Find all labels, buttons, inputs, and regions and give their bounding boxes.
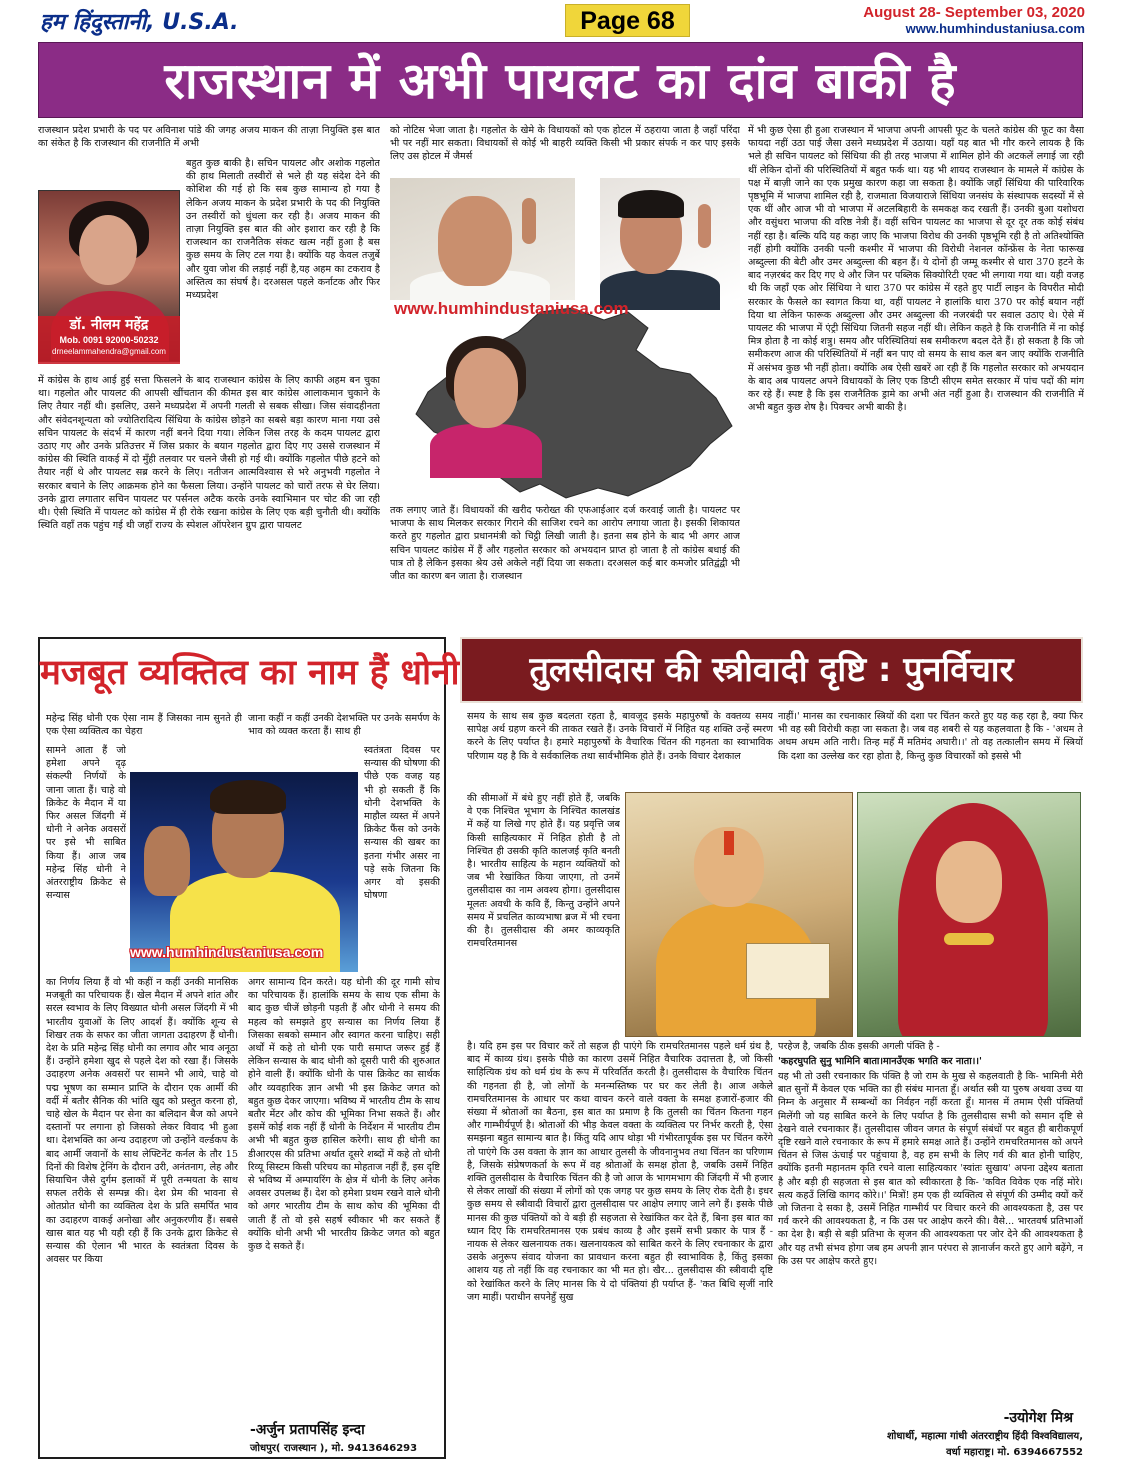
masthead	[0, 0, 1135, 40]
website-link[interactable]: www.humhindustaniusa.com	[905, 21, 1085, 36]
painting-head	[936, 841, 1002, 923]
tulsidas-author-place: वर्धा महाराष्ट्र। मो. 6394667552	[946, 1447, 1083, 1458]
dhoni-photo-hand	[144, 826, 190, 896]
tulsidas-col1-top-text: समय के साथ सब कुछ बदलता रहता है, बावजूद इसके महापुरुषों के वक्तव्य समय सापेक्ष अर्थ ग्रहण करने की ताकत रखते हैं। उनके विचारों में निहित यह शक्ति उन्हें स्मरण करने के लिए पर्याप्त है। हमारे महापुरुषों के वैचारिक चिंतन की गहनता का स्वाभाविक परिणाम यह है कि वे सर्वकालिक तथा सार्वभौमिक होते हैं। उनके विचार देशकाल	[467, 711, 773, 762]
rajasthan-col1-bottom	[38, 374, 380, 624]
author-mobile: Mob. 0091 92000-50232	[59, 335, 159, 345]
author-caption	[38, 316, 180, 364]
dhoni-col1-beside-text: सामने आता हैं जो हमेशा अपने दृढ़ संकल्पी निर्णयों के जाना जाता हैं। चाहे वो क्रिकेट के मैदान में या फिर असल जिंदगी में धोनी ने अनेक अवसरों पर इसे भी साबित किया हैं। आज जब महेन्द्र सिंह धोनी ने अंतरराष्ट्रीय क्रिकेट से सन्यास	[46, 745, 126, 902]
rajasthan-photo-watermark: www.humhindustaniusa.com	[394, 299, 629, 318]
author-photo-face	[79, 215, 137, 285]
painting-ornament	[944, 933, 994, 945]
tulsidas-caption-text: परहेज है, जबकि ठीक इसकी अगली पंक्ति है -	[778, 1041, 940, 1052]
brand-logo: हम हिंदुस्तानी, U.S.A.	[40, 10, 239, 35]
tulsidas-col2-top-text: नाहीं।' मानस का रचनाकार स्त्रियों की दशा पर चिंतन करते हुए यह कह रहा है, क्या फिर भी वह स्त्री विरोधी कहा जा सकता है। जब वह शबरी से यह कहलवाता है कि - 'अधम ते अधम अधम अति नारी। तिन्ह महँ मैं मतिमंद अघारी।।' तो वह तत्कालीन समय में स्त्रियों कि दशा का उल्लेख कर रहा होता है, किन्तु कुछ विचारकों को इससे भी	[778, 711, 1083, 762]
painting-tilak	[724, 831, 734, 855]
dhoni-col2-top	[248, 712, 440, 742]
tulsidas-col2-caption	[778, 1040, 1083, 1054]
dhoni-col2-top-text: जाना कहीं न कहीं उनकी देशभक्ति पर उनके समर्पण के भाव को व्यक्त करता हैं। साथ ही	[248, 713, 440, 738]
tulsidas-col2-top	[778, 710, 1083, 790]
photo-finger	[522, 198, 536, 244]
tulsidas-col1-bottom	[467, 1040, 773, 1454]
politician-photo-vasundhara	[426, 336, 546, 476]
painting-book	[746, 943, 830, 999]
dhoni-col2-beside	[364, 744, 440, 974]
dhoni-col1-bottom	[46, 976, 238, 1454]
dhoni-author-details: जोधपुर( राजस्थान ), मो. 9413646293	[250, 1443, 418, 1454]
dhoni-col2-bottom-text: अगर सामान्य दिन करते। यह धोनी की दूर गामी सोच का परिचायक हैं। हालांकि समय के साथ एक सीमा के बाद कुछ चीजें छोड़नी पड़ती हैं और धोनी ने समय की महत्व को समझते हुए सन्यास का निर्णय लिया हैं जिसका सबको सम्मान और स्वागत करना चाहिए। सही अर्थों में कहे तो धोनी एक पारी समाप्त जरूर हुई हैं लेकिन सन्यास के बाद धोनी को दूसरी पारी की शुरुआत होने वाली हैं। क्योंकि धोनी के पास क्रिकेट का सार्थक और व्यवहारिक ज्ञान अभी भी इस क्रिकेट जगत को बहुत कुछ देकर जाएगा। भविष्य में भारतीय टीम के साथ बतौर मेंटर और कोच की भूमिका निभा सकते हैं। और इसमें कोई शक नहीं हैं धोनी के निर्देशन में भारतीय टीम अभी भी बहुत कुछ हासिल करेगी। साथ ही धोनी का डीआरएस की प्रतिभा अर्थात दूसरे शब्दों में कहे तो धोनी रिव्यू सिस्टम किसी परिचय का मोहताज नहीं हैं, इस दृष्टि से भविष्य में अम्पायरिंग के क्षेत्र में धोनी के लिए अनेक अवसर उपलब्ध हैं। देश को हमेशा प्रथम रखने वाले धोनी को अगर भारतीय टीम के साथ कोच की भूमिका दी जाती हैं तो वो इसे सहर्ष स्वीकार भी कर सकते हैं क्योंकि धोनी अभी भी भारतीय क्रिकेट जगत को बहुत कुछ दे सकते हैं।	[248, 977, 440, 1253]
photo-sari	[430, 424, 542, 478]
dhoni-col2-bottom	[248, 976, 440, 1416]
photo-hair	[618, 190, 684, 218]
rajasthan-col1-bottom-text: में कांग्रेस के हाथ आई हुई सत्ता फिसलने के बाद राजस्थान कांग्रेस के लिए काफी अहम बन चुका था। गहलोत और पायलट की आपसी खींचतान की कीमत इस बार कांग्रेस आलाकमान चुकाने के लिए तैयार नहीं थी। इसलिए, उसने मध्यप्रदेश में अपनी गलती से सबक सीखा। जिस संवादहीनता और संवेदनशून्यता को ज्योतिरादित्य सिंधिया के कांग्रेस छोड़ने का सबसे बड़ा कारण माना गया उसे सचिन पायलट के संदर्भ में कारण नहीं बनने दिया गया। लेकिन जिस तरह के कदम पायलट द्वारा उठाए गए और उनके प्रतिउत्तर में जिस प्रकार के बयान गहलोत द्वारा दिए गए उससे राजस्थान में कांग्रेस की स्थिति वाकई में दो मुँही तलवार पर चलने जैसी हो गई थी। क्योंकि गहलोत पीछे हटने को तैयार नहीं थे और पायलट सब्र करने के लिए। नतीजन आत्मविश्वास से भरे अनुभवी गहलोत ने सरकार बचाने के लिए आक्रमक होने का फैसला लिया। उन्होंने पायलट को चारों तरफ से घेर लिया। उनके द्वारा लगातार सचिन पायलट पर पर्सनल अटैक करके उनके स्वाभिमान पर चोट की जा रही थी। ऐसी स्थिति में पायलट को कांग्रेस में ही रोके रखना कांग्रेस के लिए एक बड़ी चुनौती थी। क्योंकि स्थिति वहाँ तक पहुंच गई थी जहाँ राज्य के स्पेशल ऑपरेशन ग्रुप द्वारा पायलट	[38, 375, 380, 532]
photo-head	[454, 348, 518, 428]
tulsidas-author-name: -उयोगेश मिश्र	[1003, 1410, 1073, 1426]
rajasthan-photo-collage	[390, 178, 740, 500]
rajasthan-col2-top	[390, 124, 740, 176]
issue-date: August 28- September 03, 2020	[863, 4, 1085, 21]
politician-photo-pilot	[600, 178, 740, 300]
tulsidas-col1-beside-text: की सीमाओं में बंधे हुए नहीं होते हैं, जबकि वे एक निश्चित भूभाग के निश्चित कालखंड में कहें या लिखे गए होते हैं। यह प्रवृत्ति जब किसी साहित्यकार में निहित होती है तो निश्चित ही उसकी कृति कालजई कृति बनती है। भारतीय साहित्य के महान व्यक्तियों को जब भी रेखांकित किया जाएगा, तो उनमें तुलसीदास का नाम अवश्य होगा। तुलसीदास मूलतः अवधी के कवि हैं, किन्तु उन्होंने अपने समय में प्रचलित काव्यभाषा ब्रज में भी रचना की है। तुलसीदास की अमर काव्यकृति रामचरितमानस	[467, 793, 620, 950]
tulsidas-painting	[625, 792, 853, 1037]
dhoni-photo-watermark: www.humhindustaniusa.com	[130, 944, 324, 960]
author-email[interactable]: drneelammahendra@gmail.com	[52, 347, 166, 356]
rajasthan-col1-intro	[38, 124, 380, 154]
tulsidas-headline: तुलसीदास की स्त्रीवादी दृष्टि : पुनर्विचार	[529, 650, 1014, 690]
rajasthan-col1-beside-photo	[186, 157, 380, 373]
photo-head	[438, 196, 512, 286]
tulsidas-col1-bottom-text: है। यदि हम इस पर विचार करें तो सहज ही पाएंगे कि रामचरितमानस पहले धर्म ग्रंथ है, बाद में काव्य ग्रंथ। इसके पीछे का कारण उसमें निहित वैचारिक उदात्तता है, जो किसी साहित्यिक ग्रंथ को धर्म ग्रंथ के रूप में परिवर्तित करती है। तुलसीदास के वैचारिक चिंतन की गहनता ही है, जो लोगों के मनन्मस्तिष्क पर घर कर लेती है। आज अकेले रामचरितमानस के आधार पर कथा वाचन करने वाले वक्ता के समक्ष हजारों-हजार की संख्या में श्रोताओं का बैठना, इस बात का प्रमाण है कि तुलसी का चिंतन कितना गहन और गाम्भीर्यपूर्ण है। श्रोताओं की भीड़ केवल वक्ता के व्यक्तित्व पर निर्भर करती है, ऐसा समझना बहुत सामान्य बात है। किंतु यदि आप थोड़ा भी गंभीरतापूर्वक इस पर चिंतन करेंगे तो पाएंगे कि उस वक्ता के ज्ञान का आधार तुलसी के जीवनानुभव तथा चिंतन का परिणाम है, जिसके संप्रेषणकर्ता के रूप में वह श्रोताओं के समक्ष होता है, जबकि उसमें निहित शक्ति तुलसीदास के वैचारिक चिंतन की है जो आज के भागमभाग की जिंदगी में भी हजार से लेकर लाखों की संख्या में लोगों को एक जगह पर कुछ समय के लिए रोक देती है। इधर कुछ समय से स्त्रीवादी विचारों द्वारा तुलसीदास पर आक्षेप लगाए जाने लगे हैं। इसके पीछे मानस की कुछ पंक्तियों को वे बड़ी ही सहजता से रेखांकित कर देते हैं, बिना इस बात का ध्यान दिए कि रामचरितमानस एक प्रबंध काव्य है और इसमें सभी प्रकार के पात्र हैं - नायक से लेकर खलनायक तक। खलनायकत्व को साबित करने के लिए रचनाकार के द्वारा उसके अनुरूप संवाद योजना का प्रावधान करना बहुत ही स्वाभाविक है, किंतु इसका आशय यह तो नहीं कि वह रचनाकार का भी मत हो। खैर... तुलसीदास की स्त्रीवादी दृष्टि को रेखांकित करने के लिए मानस कि ये दो पंक्तियां ही पर्याप्त हैं- 'कत बिधि सृजीं नारि जग माहीं। पराधीन सपनेहुँ सुख	[467, 1041, 773, 1303]
dhoni-photo	[130, 772, 358, 972]
dhoni-col1-top-text: महेन्द्र सिंह धोनी एक ऐसा नाम हैं जिसका नाम सुनते ही एक ऐसा व्यक्तित्व का चेहरा	[46, 713, 242, 738]
tulsidas-headline-banner	[460, 637, 1083, 703]
woman-painting	[857, 792, 1081, 1037]
tulsidas-col2-bottom	[778, 1070, 1083, 1406]
dhoni-headline: मजबूत व्यक्तित्व का नाम हैं धोनी	[40, 653, 460, 693]
rajasthan-col2-bottom-text: तक लगाए जाते हैं। विधायकों की खरीद फरोख्त की एफआईआर दर्ज करवाई जाती है। पायलट पर भाजपा के साथ मिलकर सरकार गिराने की साजिश रचने का आरोप लगाया जाता है। इसकी शिकायत करते हुए गहलोत द्वारा प्रधानमंत्री को चिट्ठी लिखी जाती है। इतना सब होने के बाद भी अगर आज सचिन पायलट कांग्रेस में हैं और गहलोत सरकार को अभयदान प्राप्त हो जाता है तो कांग्रेस बधाई की पात्र तो है लेकिन इसका श्रेय उसे अकेले नहीं दिया जा सकता। दरअसल कई बार कमजोर प्रतिद्वंद्वी भी जीत का कारण बन जाता है। राजस्थान	[390, 505, 740, 583]
tulsidas-col1-beside	[467, 792, 620, 1040]
page-number-box	[565, 4, 690, 37]
tulsidas-author-affiliation: शोधार्थी, महात्मा गांधी अंतरराष्ट्रीय हिंदी विश्वविद्यालय,	[886, 1431, 1083, 1442]
rajasthan-col3-text: में भी कुछ ऐसा ही हुआ राजस्थान में भाजपा अपनी आपसी फूट के चलते कांग्रेस की फूट का वैसा फायदा नहीं उठा पाई जैसा उसने मध्यप्रदेश में उठाया। यहाँ यह बात भी गौर करने लायक है कि भले ही सचिन पायलट को सिंधिया की ही तरह भाजपा में शामिल होने की अटकलें लगाई जा रही थीं लेकिन दोनों की परिस्थितियों में बहुत फर्क था। यह भी शायद राजस्थान के मामले में कांग्रेस के पक्ष में बाज़ी जाने का एक प्रमुख कारण कहा जा सकता है। क्योंकि जहाँ सिंधिया की पारिवारिक पृष्ठभूमि में भाजपा शामिल रही है, राजमाता विजयाराजे सिंधिया जनसंघ के संस्थापक सदस्यों में से एक थीं और आज भी वो भाजपा में अटलबिहारी के समकक्ष कद रखती हैं। उनकी बुआ यशोधरा और वसुंधरा भाजपा की वरिष्ठ नेत्री हैं। वहीं सचिन पायलट का भाजपा से दूर दूर तक कोई संबंध नहीं रहा है। बल्कि यदि यह कहा जाए कि भाजपा विरोध की उनकी पृष्ठभूमि रही है तो अतिश्योक्ति नहीं होगी क्योंकि उनकी पत्नी कश्मीर में भाजपा की विरोधी नेशनल कॉन्फ्रेंस के नेता फारूख अब्दुल्ला की बेटी और उमर अब्दुल्ला की बहन हैं। ये दोनों ही जम्मू कश्मीर से धारा 370 हटने के बाद नज़रबंद कर दिए गए थे और जिन पर पब्लिक सिक्योरिटी एक्ट भी लगाया गया था। यही वजह थी कि जहाँ एक ओर सिंधिया ने धारा 370 पर कांग्रेस में रहते हुए पार्टी लाइन के विपरीत मोदी सरकार के फैसले का स्वागत किया था, वहीं पायलट ने हालांकि धारा 370 पर कोई बयान नहीं दिया था लेकिन फारूक अब्दुल्ला और उमर अब्दुल्ला की नजरबंदी पर सवाल उठाए थे। ऐसे में पायलट की भाजपा में एंट्री सिंधिया जितनी सहज नहीं थी। लेकिन कहते है कि राजनीति में ना कोई मित्र होता है ना कोई शत्रु। समय और परिस्थितियां सब समीकरण बदल देते हैं। हो सकता है कि जो समीकरण आज की परिस्थितियों में नहीं बन पाए वो समय के साथ कल बन जाए क्योंकि राजनीति में असंभव कुछ भी नहीं होता। क्योंकि अब ऐसी खबरें आ रही हैं कि गहलोत सरकार को अभयदान के बाद अब पायलट अपने विधायकों के लिए एक डिप्टी सीएम समेत सरकार में पांच पदों की मांग कर रहे हैं। स्पष्ट है कि इस राजनैतिक ड्रामे का अभी अंत नहीं हुआ है। राजस्थान की राजनीति में अभी बहुत कुछ शेष है। पिक्चर अभी बाकी है।	[748, 125, 1084, 414]
dhoni-col2-beside-text: स्वतंत्रता दिवस पर सन्यास की घोषणा की पीछे एक वजह यह भी हो सकती हैं कि धोनी देशभक्ति के माहौल व्यस्त में अपने क्रिकेट फैंस को उनके सन्यास की खबर का इतना गंभीर असर ना पड़े सके जितना कि अगर वो इसकी घोषणा	[364, 745, 440, 902]
tulsidas-col2-bottom-text: यह भी तो उसी रचनाकार कि पंक्ति है जो राम के मुख से कहलवाती है कि- भामिनी मेरी बात सुनों मैं केवल एक भक्ति का ही संबंध मानता हूँ। अर्थात स्त्री या पुरुष अथवा उच्च या निम्न के अनुसार मैं सम्बन्धों का निर्वहन नहीं करता हूँ। मानस में तमाम ऐसी पंक्तियाँ मिलेंगी जो यह साबित करने के लिए पर्याप्त है कि तुलसीदास सभी को समान दृष्टि से देखने वाले रचनाकार हैं। तुलसीदास जीवन जगत के संपूर्ण संबंधों पर बहुत ही बारीकपूर्ण दृष्टि रखने वाले रचनाकार के रूप में हमारे समक्ष आते हैं। उन्होंने रामचरितमानस को अपने चिंतन से जिस ऊंचाई पर पहुंचाया है, वह हम सभी के लिए गर्व की बात होनी चाहिए, क्योंकि इतनी महानतम कृति रचने वाला साहित्यकार 'स्वांतः सुखाय' अपना उद्देश्य बताता है और बड़ी ही सहजता से इस बात को स्वीकारता है कि- 'कवित विवेक एक नहिं मोरे। सत्य कहउँ लिखि कागद कोरे।।' मित्रों! हम एक ही व्यक्तित्व से संपूर्ण की उम्मीद क्यों करें जो जितना दे सका है, उसमें निहित गाम्भीर्य पर विचार करने की आवश्यकता है, उस पर गर्व करने की आवश्यकता है, न कि उस पर आक्षेप करने की। वैसे... भारतवर्ष प्रतिभाओं का देश है। बड़ी से बड़ी प्रतिभा के सृजन की आवश्यकता पर जोर देने की आवश्यकता है और यह तभी संभव होगा जब हम अपनी ज्ञान परंपरा से ज्ञानार्जन करते हुए आगे बढ़ेंगे, न कि उस पर आक्षेप करते हुए।	[778, 1071, 1083, 1267]
rajasthan-col2-top-text: को नोटिस भेजा जाता है। गहलोत के खेमे के विधायकों को एक होटल में ठहराया जाता है जहाँ परिंदा भी पर नहीं मार सकता। विधायकों से कोई भी बाहरी व्यक्ति किसी भी प्रकार संपर्क न कर पाए इसके लिए उस होटल में जैमर्स	[390, 125, 740, 163]
dhoni-col1-beside	[46, 744, 126, 974]
author-name: डॉ. नीलम महेंद्र	[69, 317, 149, 333]
rajasthan-beside-text: बहुत कुछ बाकी है। सचिन पायलट और अशोक गहलोत की हाथ मिलाती तस्वीरों से भले ही यह संदेश देने की कोशिश की गई हो कि सब कुछ सामान्य हो गया है लेकिन अजय माकन के प्रदेश प्रभारी के पद की नियुक्ति उन तस्वीरों को धुंधला कर रही है। अजय माकन की ताज़ा नियुक्ति इस बात की ओर इशारा कर रही है कि राजस्थान का राजनैतिक संकट खत्म नहीं हुआ है बस कुछ समय के लिए टल गया है। क्योंकि यह केवल तजुर्बे और युवा जोश की लड़ाई नहीं है,यह अहम का टकराव है अस्तित्व का संघर्ष है। दरअसल पहले कर्नाटक और फिर मध्यप्रदेश	[186, 158, 380, 302]
dateline	[863, 4, 1085, 36]
dhoni-photo-hair	[210, 780, 286, 814]
politician-photo-gehlot	[390, 178, 575, 300]
dhoni-col1-top	[46, 712, 242, 742]
rajasthan-col3	[748, 124, 1084, 624]
rajasthan-col2-bottom	[390, 504, 740, 624]
dhoni-col1-bottom-text: का निर्णय लिया हैं वो भी कहीं न कहीं उनकी मानसिक मजबूती का परिचायक हैं। खेल मैदान में अपने शांत और सरल स्वभाव के लिए विख्यात धोनी असल जिंदगी में भी भारतीय युवाओं के लिए आदर्श हैं। क्योंकि शून्य से शिखर तक के सफर का जीता जागता उदाहरण हैं धोनी। देश के प्रति महेन्द्र सिंह धोनी का लगाव और भाव अनूठा हैं। उन्होंने हमेशा खुद से पहले देश को रखा हैं। जिसके उदाहरण अनेक अवसरों पर सामने भी आये, चाहे वो पद्म भूषण का सम्मान प्राप्ति के दौरान एक आर्मी की वर्दी में बतौर सैनिक की भांति खुद को प्रस्तुत करना हो, चाहे खेल के मैदान पर सेना का बलिदान बैज को अपने दस्तानों पर लगाना हो जिसको लेकर विवाद भी हुआ था। देशभक्ति का अन्य उदाहरण जो उन्होंने वर्ल्डकप के बाद आर्मी जवानों के साथ लेफ्टिनेंट कर्नल के तौर 15 दिनों की विशेष ट्रेनिंग के दौरान उरी, अनंतनाग, लेह और सियाचिन जैसे दुर्गम इलाकों में पूरी तन्मयता के साथ सफल तरीके से सम्पन्न की। देश प्रेम की भावना से ओतप्रोत धोनी का व्यक्तित्व देश के प्रति समर्पित भाव का उदाहरण वाकई अनोखा और अनुकरणीय हैं। सबसे खास बात यह भी यही रही हैं कि उनके द्वारा क्रिकेट से सन्यास की ऐलान भी भारत के स्वतंत्रता दिवस के अवसर पर किया	[46, 977, 238, 1266]
tulsidas-quote: 'कहरघुपति सुनु भामिनि बाता।मानउँएक भगति कर नाता।।'	[778, 1056, 982, 1067]
page-number: Page 68	[580, 7, 675, 35]
rajasthan-intro-text: राजस्थान प्रदेश प्रभारी के पद पर अविनाश पांडे की जगह अजय माकन की ताज़ा नियुक्ति इस बात का संकेत है कि राजस्थान की राजनीति में अभी	[38, 125, 380, 150]
dhoni-author-name: -अर्जुन प्रतापसिंह इन्दा	[250, 1422, 365, 1438]
rajasthan-headline-banner	[38, 42, 1083, 118]
photo-finger	[698, 204, 711, 248]
rajasthan-headline: राजस्थान में अभी पायलट का दांव बाकी है	[164, 52, 957, 110]
tulsidas-col1-top	[467, 710, 773, 790]
